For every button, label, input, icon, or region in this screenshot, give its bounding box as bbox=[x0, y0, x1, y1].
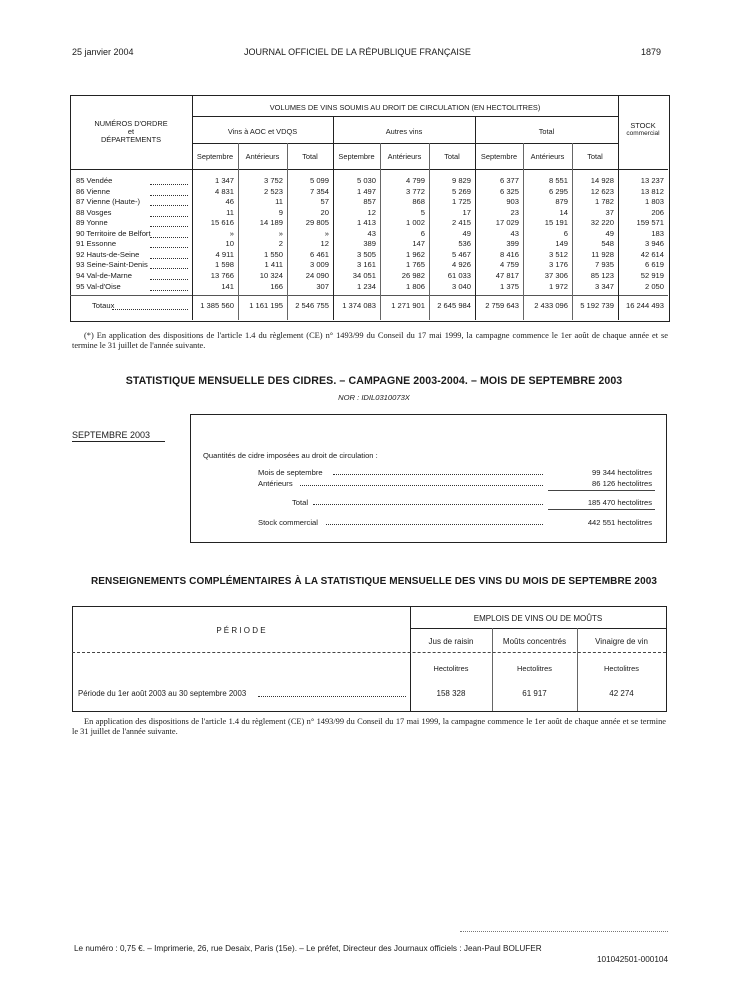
cider-label-total: Total bbox=[292, 498, 309, 507]
row-department: 92 Hauts-de-Seine bbox=[76, 249, 140, 259]
row-value: 1 347 bbox=[214, 176, 234, 185]
header-date: 25 janvier 2004 bbox=[72, 47, 134, 57]
row-value: 6 bbox=[420, 228, 425, 238]
row-value: 29 805 bbox=[305, 218, 329, 228]
subcol-header: Total bbox=[444, 152, 460, 161]
subcol-header: Antérieurs bbox=[245, 152, 280, 161]
row-value: 5 099 bbox=[309, 176, 329, 185]
row-value: 6 bbox=[563, 228, 568, 238]
row-value: 6 377 bbox=[499, 176, 519, 185]
row-value: 183 bbox=[651, 228, 664, 238]
col-vinaigre: Vinaigre de vin bbox=[595, 637, 648, 646]
row-value: 2 415 bbox=[451, 218, 471, 228]
row-value: 13 766 bbox=[210, 270, 234, 280]
row-value: 49 bbox=[605, 228, 614, 238]
row-value: 3 161 bbox=[356, 260, 376, 270]
subcol-header: Antérieurs bbox=[530, 152, 565, 161]
row-value: 2 050 bbox=[644, 281, 664, 291]
wine-footnote: (*) En application des dispositions de l'article 1.4 du règlement (CE) n° 1493/99 du Conseil du 17 mai 1999, la campagne commence le 1er août de chaque année et se termine le 31 juillet de l'année suivante. bbox=[72, 331, 668, 350]
subcol-header: Total bbox=[587, 152, 603, 161]
row-value: 10 324 bbox=[259, 270, 283, 280]
row-value: 13 812 bbox=[640, 186, 664, 196]
row-value: 2 523 bbox=[263, 186, 283, 196]
row-value: 52 919 bbox=[640, 270, 664, 280]
totals-value: 2 759 643 bbox=[485, 301, 519, 310]
row-value: 8 551 bbox=[548, 176, 568, 185]
row-value: 11 bbox=[275, 197, 283, 207]
row-value: 2 bbox=[278, 239, 283, 249]
page-number: 1879 bbox=[641, 47, 662, 57]
row-value: 47 817 bbox=[495, 270, 519, 280]
row-value: 10 bbox=[225, 239, 234, 249]
row-value: 3 176 bbox=[548, 260, 568, 270]
footer-line2: 101042501-000104 bbox=[596, 955, 668, 964]
totals-value: 2 546 755 bbox=[295, 301, 329, 310]
row-value: 6 619 bbox=[644, 260, 664, 270]
row-value: 32 220 bbox=[590, 218, 614, 228]
row-department: 93 Seine-Saint-Denis bbox=[76, 260, 148, 270]
subcol-header: Total bbox=[302, 152, 318, 161]
row-value: 3 946 bbox=[644, 239, 664, 249]
value-jus: 158 328 bbox=[436, 689, 466, 698]
row-value: 1 598 bbox=[214, 260, 234, 270]
row-value: 7 935 bbox=[594, 260, 614, 270]
row-value: 548 bbox=[601, 239, 614, 249]
row-department: 85 Vendée bbox=[76, 176, 113, 185]
row-value: 1 234 bbox=[356, 281, 376, 291]
row-value: 399 bbox=[506, 239, 519, 249]
row-value: 11 bbox=[226, 207, 234, 217]
row-value: 389 bbox=[363, 239, 376, 249]
subcol-header: Antérieurs bbox=[387, 152, 422, 161]
row-value: 1 725 bbox=[451, 197, 471, 207]
row-value: 5 269 bbox=[451, 186, 471, 196]
row-value: 43 bbox=[367, 228, 376, 238]
row-value: 903 bbox=[506, 197, 519, 207]
row-value: 20 bbox=[320, 207, 329, 217]
row-value: 4 831 bbox=[214, 186, 234, 196]
group-total: Total bbox=[538, 127, 555, 136]
row-value: 14 928 bbox=[590, 176, 614, 185]
cider-month-label: SEPTEMBRE 2003 bbox=[72, 430, 151, 440]
row-value: 49 bbox=[462, 228, 471, 238]
totals-value: 1 385 560 bbox=[200, 301, 234, 310]
row-department: 91 Essonne bbox=[76, 239, 117, 249]
row-value: 1 962 bbox=[405, 249, 425, 259]
row-value: 1 411 bbox=[264, 260, 283, 270]
cider-value-stock: 442 551 hectolitres bbox=[587, 518, 652, 527]
subcol-header: Septembre bbox=[338, 152, 375, 161]
row-value: 15 191 bbox=[544, 218, 568, 228]
unit-mouts: Hectolitres bbox=[517, 664, 552, 673]
row-value: 536 bbox=[458, 239, 471, 249]
row-value: 4 759 bbox=[499, 260, 519, 270]
row-value: 1 782 bbox=[594, 197, 614, 207]
row-value: 12 623 bbox=[590, 186, 614, 196]
unit-vinaigre: Hectolitres bbox=[604, 664, 639, 673]
complement-title: RENSEIGNEMENTS COMPLÉMENTAIRES À LA STATISTIQUE MENSUELLE DES VINS DU MOIS DE SEPTEMBRE 2003 bbox=[90, 576, 658, 587]
periode-row-label: Période du 1er août 2003 au 30 septembre 2003 bbox=[78, 689, 247, 698]
row-value: 206 bbox=[651, 207, 664, 217]
row-value: 7 354 bbox=[309, 186, 329, 196]
row-value: 4 799 bbox=[405, 176, 425, 185]
row-value: 12 bbox=[320, 239, 329, 249]
row-value: 12 bbox=[367, 207, 376, 217]
totals-value: 16 244 493 bbox=[625, 301, 664, 310]
row-value: 34 051 bbox=[352, 270, 376, 280]
cider-intro: Quantités de cidre imposées au droit de circulation : bbox=[203, 451, 378, 460]
row-value: 6 461 bbox=[309, 249, 329, 259]
journal-title: JOURNAL OFFICIEL DE LA RÉPUBLIQUE FRANÇAISE bbox=[244, 47, 471, 57]
row-value: 42 614 bbox=[640, 249, 664, 259]
row-value: 5 467 bbox=[451, 249, 471, 259]
totals-label: Totaux bbox=[92, 301, 115, 310]
row-value: 6 325 bbox=[499, 186, 519, 196]
row-value: 1 765 bbox=[405, 260, 425, 270]
row-value: » bbox=[278, 228, 283, 238]
row-value: 57 bbox=[320, 197, 329, 207]
row-value: 9 829 bbox=[451, 176, 471, 185]
row-value: 85 123 bbox=[590, 270, 614, 280]
row-value: 1 972 bbox=[548, 281, 568, 291]
row-value: 6 295 bbox=[548, 186, 568, 196]
totals-value: 1 374 083 bbox=[342, 301, 376, 310]
row-value: 307 bbox=[316, 281, 329, 291]
row-value: 3 009 bbox=[309, 260, 329, 270]
row-department: 87 Vienne (Haute-) bbox=[76, 197, 141, 207]
cider-value-septembre: 99 344 hectolitres bbox=[592, 468, 652, 477]
row-value: 3 752 bbox=[263, 176, 283, 185]
row-value: 46 bbox=[225, 197, 234, 207]
row-value: 5 030 bbox=[356, 176, 376, 185]
totals-value: 2 645 984 bbox=[437, 301, 471, 310]
row-value: 11 928 bbox=[591, 249, 614, 259]
emplois-header: EMPLOIS DE VINS OU DE MOÛTS bbox=[473, 614, 603, 623]
volumes-header: VOLUMES DE VINS SOUMIS AU DROIT DE CIRCULATION (EN HECTOLITRES) bbox=[269, 103, 541, 112]
row-value: 37 bbox=[605, 207, 614, 217]
value-vinaigre: 42 274 bbox=[609, 689, 634, 698]
row-value: 1 497 bbox=[356, 186, 376, 196]
row-department: 90 Territoire de Belfort bbox=[76, 228, 151, 238]
row-value: 4 926 bbox=[451, 260, 471, 270]
row-value: 1 375 bbox=[499, 281, 519, 291]
row-department: 89 Yonne bbox=[76, 218, 108, 228]
row-value: 5 bbox=[420, 207, 425, 217]
row-value: 17 bbox=[462, 207, 471, 217]
totals-value: 1 271 901 bbox=[391, 301, 425, 310]
row-value: 1 413 bbox=[356, 218, 376, 228]
row-value: 1 806 bbox=[405, 281, 425, 291]
row-department: 88 Vosges bbox=[76, 207, 112, 217]
value-mouts: 61 917 bbox=[522, 689, 547, 698]
totals-value: 5 192 739 bbox=[580, 301, 614, 310]
row-value: 13 237 bbox=[640, 176, 664, 185]
row-value: 1 002 bbox=[405, 218, 425, 228]
row-value: » bbox=[324, 228, 329, 238]
row-value: 17 029 bbox=[495, 218, 519, 228]
row-value: 3 505 bbox=[356, 249, 376, 259]
subcol-header: Septembre bbox=[196, 152, 234, 161]
row-value: » bbox=[229, 228, 234, 238]
row-value: 3 512 bbox=[548, 249, 568, 259]
complement-footnote: En application des dispositions de l'article 1.4 du règlement (CE) n° 1493/99 du Conseil du 17 mai 1999, la campagne commence le 1er août de chaque année et se termine le 31 juillet de l'année suivante. bbox=[72, 717, 666, 736]
row-value: 23 bbox=[510, 207, 519, 217]
col-jus: Jus de raisin bbox=[428, 637, 474, 646]
cider-label-stock: Stock commercial bbox=[258, 518, 318, 527]
dept-header: NUMÉROS D'ORDRE et DÉPARTEMENTS bbox=[94, 119, 168, 144]
cider-value-total: 185 470 hectolitres bbox=[587, 498, 652, 507]
row-value: 1 550 bbox=[263, 249, 283, 259]
row-department: 94 Val-de-Marne bbox=[76, 270, 132, 280]
row-value: 149 bbox=[555, 239, 568, 249]
row-value: 166 bbox=[270, 281, 283, 291]
row-value: 857 bbox=[363, 197, 376, 207]
row-value: 8 416 bbox=[499, 249, 519, 259]
cider-label-septembre: Mois de septembre bbox=[258, 468, 323, 477]
cider-label-anterieurs: Antérieurs bbox=[258, 479, 293, 488]
row-value: 147 bbox=[412, 239, 425, 249]
row-value: 141 bbox=[221, 281, 234, 291]
row-value: 24 090 bbox=[305, 270, 329, 280]
row-value: 37 306 bbox=[544, 270, 568, 280]
row-value: 868 bbox=[412, 197, 425, 207]
row-value: 3 040 bbox=[451, 281, 471, 291]
cider-title: STATISTIQUE MENSUELLE DES CIDRES. – CAMPAGNE 2003-2004. – MOIS DE SEPTEMBRE 2003 bbox=[125, 375, 623, 387]
row-value: 15 616 bbox=[210, 218, 234, 228]
periode-header: P É R I O D E bbox=[216, 626, 266, 635]
totals-value: 1 161 195 bbox=[249, 301, 283, 310]
subcol-header: Septembre bbox=[480, 152, 518, 161]
cider-nor: NOR : IDIL0310073X bbox=[338, 393, 410, 402]
cider-value-anterieurs: 86 126 hectolitres bbox=[592, 479, 652, 488]
row-value: 14 189 bbox=[259, 218, 283, 228]
row-value: 14 bbox=[559, 207, 568, 217]
row-value: 43 bbox=[510, 228, 519, 238]
row-department: 95 Val-d'Oise bbox=[76, 281, 121, 291]
row-value: 26 982 bbox=[401, 270, 425, 280]
row-value: 879 bbox=[555, 197, 568, 207]
footer-line1: Le numéro : 0,75 €. – Imprimerie, 26, rue Desaix, Paris (15e). – Le préfet, Directeur des Journaux officiels : Jean-Paul BOLUFER bbox=[74, 944, 542, 953]
row-value: 159 571 bbox=[636, 218, 664, 228]
group-autres: Autres vins bbox=[385, 127, 423, 136]
col-mouts: Moûts concentrés bbox=[502, 637, 567, 646]
group-aoc: Vins à AOC et VDQS bbox=[227, 127, 298, 136]
row-value: 3 347 bbox=[594, 281, 614, 291]
row-value: 4 911 bbox=[215, 249, 234, 259]
row-department: 86 Vienne bbox=[76, 186, 111, 196]
row-value: 61 033 bbox=[447, 270, 471, 280]
row-value: 1 803 bbox=[644, 197, 664, 207]
row-value: 9 bbox=[278, 207, 283, 217]
row-value: 3 772 bbox=[405, 186, 425, 196]
totals-value: 2 433 096 bbox=[534, 301, 568, 310]
unit-jus: Hectolitres bbox=[433, 664, 469, 673]
stock-header: STOCK commercial bbox=[626, 121, 660, 137]
